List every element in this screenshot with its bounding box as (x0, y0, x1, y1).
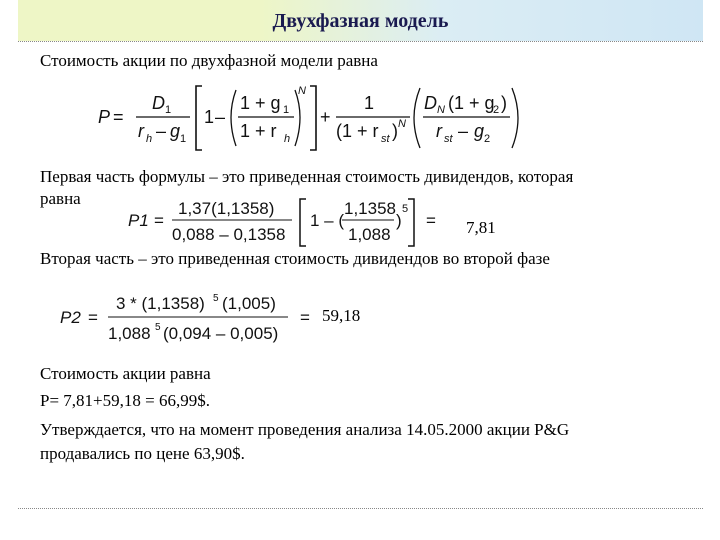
p2-num-exp: 5 (213, 293, 219, 304)
main-num-frac-sub: 1 (283, 104, 290, 116)
p1-eq: = (154, 211, 164, 230)
p2-den-exp: 5 (155, 322, 161, 333)
main-one-plus-g2: (1 + g (448, 93, 495, 113)
p1-one-minus: 1 – ( (310, 211, 345, 230)
main-g-den: g (474, 121, 485, 141)
main-p: P (98, 107, 111, 127)
main-r-sub: h (146, 133, 153, 145)
p1-exp: 5 (402, 203, 409, 215)
main-paren-left (231, 90, 236, 146)
p2-value: 59,18 (322, 306, 361, 325)
main-plus: + (320, 107, 331, 127)
main-g2-sub: 2 (493, 104, 500, 116)
main-one: 1 (204, 107, 215, 127)
p1-inner-num: 1,1358 (344, 199, 396, 218)
p1-den: 0,088 – 0,1358 (172, 225, 286, 244)
p2-den-b: (0,094 – 0,005) (163, 324, 279, 343)
main-paren3-left (414, 88, 420, 148)
p2-eq: = (88, 308, 98, 327)
main-den-frac-sub: h (284, 133, 291, 145)
main-g1: g (170, 121, 181, 141)
price-label: Стоимость акции равна (40, 364, 211, 383)
main-d1: D (152, 93, 165, 113)
p1-close: ) (396, 211, 402, 230)
first-part-line2: равна (40, 189, 81, 208)
main-g-den-sub: 2 (484, 133, 491, 145)
p1-label: P1 (128, 211, 149, 230)
main-one-num: 1 (364, 93, 375, 113)
main-num-frac: 1 + g (240, 93, 281, 113)
title-divider (18, 41, 703, 42)
p2-formula (60, 290, 322, 355)
p2-num-a: 3 * (1,1358) (116, 294, 205, 313)
main-rst-sub: st (381, 133, 390, 145)
main-g2-close: ) (501, 93, 507, 113)
main-r-den: r (436, 121, 442, 141)
main-minus1: – (156, 121, 167, 141)
p1-value: 7,81 (466, 218, 496, 237)
first-part-line1: Первая часть формулы – это приведенная стоимость дивидендов, которая (40, 167, 574, 186)
main-dn: D (424, 93, 437, 113)
p1-eq2: = (426, 211, 436, 230)
bottom-divider (18, 508, 703, 509)
intro-text: Стоимость акции по двухфазной модели равна (40, 51, 378, 70)
price-calc: P= 7,81+59,18 = 66,99$. (40, 391, 210, 410)
p2-eq2: = (300, 308, 310, 327)
p1-num: 1,37(1,1358) (178, 199, 275, 218)
main-bracket-left (196, 86, 202, 150)
p2-label: P2 (60, 308, 81, 327)
p2-num-b: (1,005) (222, 294, 276, 313)
main-bracket-right (310, 86, 316, 150)
main-r: r (138, 121, 144, 141)
main-d1-sub: 1 (165, 104, 172, 116)
p1-bracket-right (408, 199, 414, 246)
p2-den-a: 1,088 (108, 324, 151, 343)
main-paren-right (295, 90, 300, 146)
main-eq: = (113, 107, 124, 127)
main-minus3: – (458, 121, 469, 141)
main-r-den-sub: st (444, 133, 453, 145)
slide-title: Двухфазная модель (272, 10, 449, 32)
second-part-text: Вторая часть – это приведенная стоимость дивидендов во второй фазе (40, 249, 550, 268)
p1-formula (128, 196, 448, 253)
main-rst-close: ) (392, 121, 398, 141)
p1-inner-den: 1,088 (348, 225, 391, 244)
main-rst-exp: N (398, 118, 406, 130)
main-formula (98, 82, 538, 159)
main-paren3-right (512, 88, 518, 148)
main-g1-sub: 1 (180, 133, 187, 145)
main-den-frac: 1 + r (240, 121, 277, 141)
main-one-plus-rst: (1 + r (336, 121, 379, 141)
p1-bracket-left (300, 199, 306, 246)
title-bar (18, 0, 703, 41)
main-minus2: – (215, 107, 226, 127)
main-exp-n: N (298, 85, 306, 97)
claim-line1: Утверждается, что на момент проведения анализа 14.05.2000 акции P&G (40, 420, 570, 439)
main-dn-sub: N (437, 104, 445, 116)
claim-line2: продавались по цене 63,90$. (40, 444, 245, 463)
